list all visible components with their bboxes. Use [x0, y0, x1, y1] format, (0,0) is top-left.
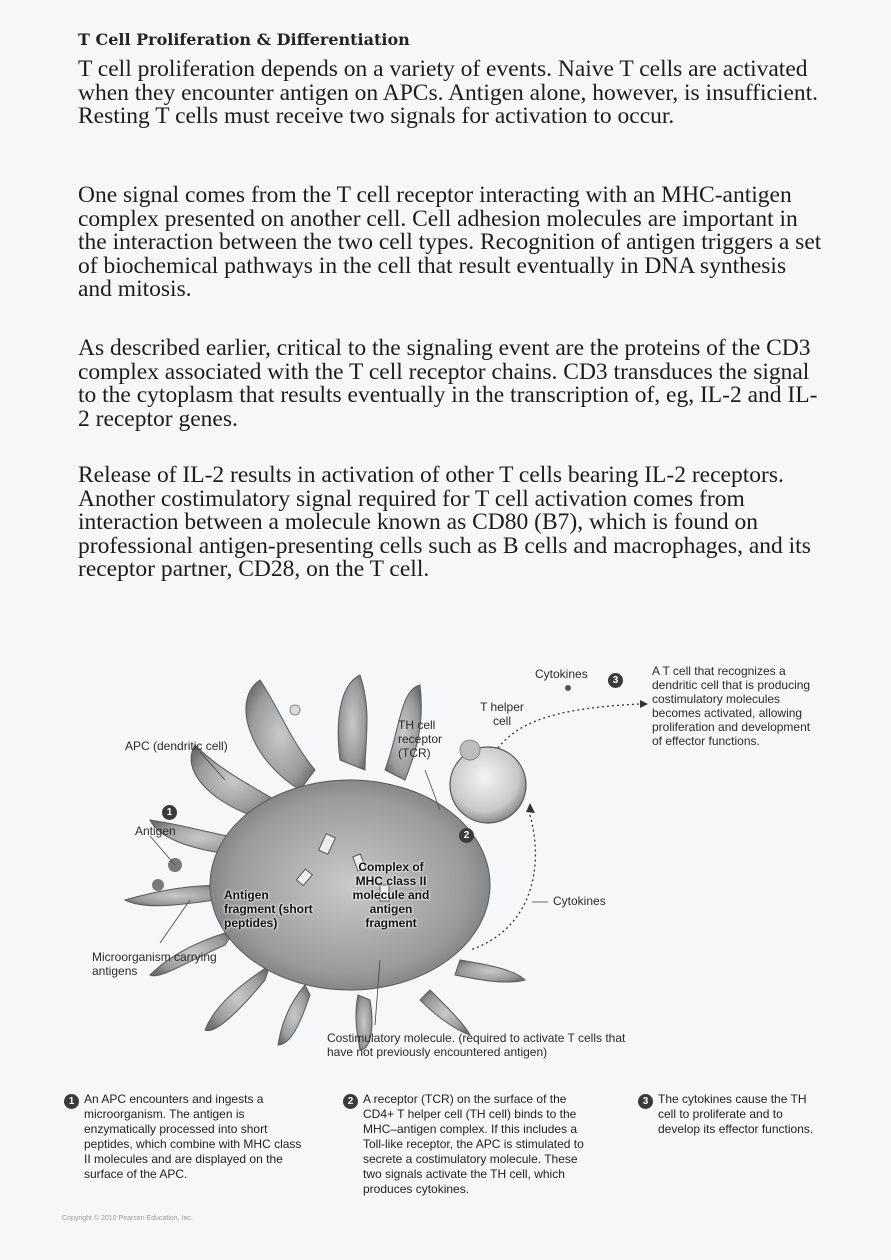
- label-activation-note: A T cell that recognizes a dendritic cell that is producing costimulatory molecules becomes activated, allowing proliferation and development of effector functions.: [652, 664, 811, 748]
- label-mhc-complex: Complex of MHC class II molecule and antigen fragment: [352, 860, 430, 930]
- label-antigen: Antigen: [135, 824, 176, 838]
- label-tcr: TH cell receptor (TCR): [398, 718, 443, 760]
- label-cytokines-side: Cytokines: [553, 894, 606, 908]
- paragraph-2: One signal comes from the T cell receptor interacting with an MHC-antigen complex presented on another cell. Cell adhesion molecules are important in the interaction between the two cell types. Recognition of antigen triggers a set of biochemical pathways in the cell that result eventually in DNA synthesis and mitosis.: [78, 182, 822, 302]
- label-costimulatory-molecule: Costimulatory molecule. (required to activate T cells that have not previously encountered antigen): [327, 1031, 626, 1059]
- caption-2: A receptor (TCR) on the surface of the CD4+ T helper cell (TH cell) binds to the MHC–antigen complex. If this includes a Toll-like receptor, the APC is stimulated to secrete a costimulatory molecule. These two signals activate the TH cell, which produces cytokines.: [363, 1092, 584, 1196]
- paragraph-4: Release of IL-2 results in activation of other T cells bearing IL-2 receptors. Another costimulatory signal required for T cell activation comes from interaction between a molecule known as CD80 (B7), which is found on professional antigen-presenting cells such as B cells and macrophages, and its receptor partner, CD28, on the T cell.: [78, 462, 811, 582]
- label-antigen-fragment: Antigen fragment (short peptides): [224, 888, 313, 930]
- paragraph-1: T cell proliferation depends on a variety of events. Naive T cells are activated when they encounter antigen on APCs. Antigen alone, however, is insufficient. Resting T cells must receive two signals for activation to occur.: [78, 56, 819, 129]
- label-microorganism: Microorganism carrying antigens: [92, 950, 217, 978]
- caption-1-marker: 1: [64, 1094, 79, 1109]
- caption-3-marker: 3: [638, 1094, 653, 1109]
- paragraph-3: As described earlier, critical to the signaling event are the proteins of the CD3 complex associated with the T cell receptor chains. CD3 transduces the signal to the cytoplasm that results eventually in the transcription of, eg, IL-2 and IL-2 receptor genes.: [78, 335, 818, 432]
- step-2-marker: 2: [459, 828, 474, 843]
- caption-2-marker: 2: [343, 1094, 358, 1109]
- page-heading: T Cell Proliferation & Differentiation: [78, 30, 410, 49]
- caption-3: The cytokines cause the TH cell to proliferate and to develop its effector functions.: [658, 1092, 814, 1136]
- t-cell-activation-figure: [0, 640, 891, 1240]
- caption-1: An APC encounters and ingests a microorganism. The antigen is enzymatically processed into short peptides, which combine with MHC class II molecules and are displayed on the surface of the APC.: [84, 1092, 302, 1181]
- step-1-marker: 1: [162, 805, 177, 820]
- step-3-marker: 3: [608, 673, 623, 688]
- label-apc: APC (dendritic cell): [125, 739, 228, 753]
- label-t-helper-cell: T helper cell: [480, 700, 524, 728]
- copyright-notice: Copyright © 2010 Pearson Education, Inc.: [62, 1215, 193, 1222]
- label-cytokines-top: Cytokines: [535, 667, 588, 681]
